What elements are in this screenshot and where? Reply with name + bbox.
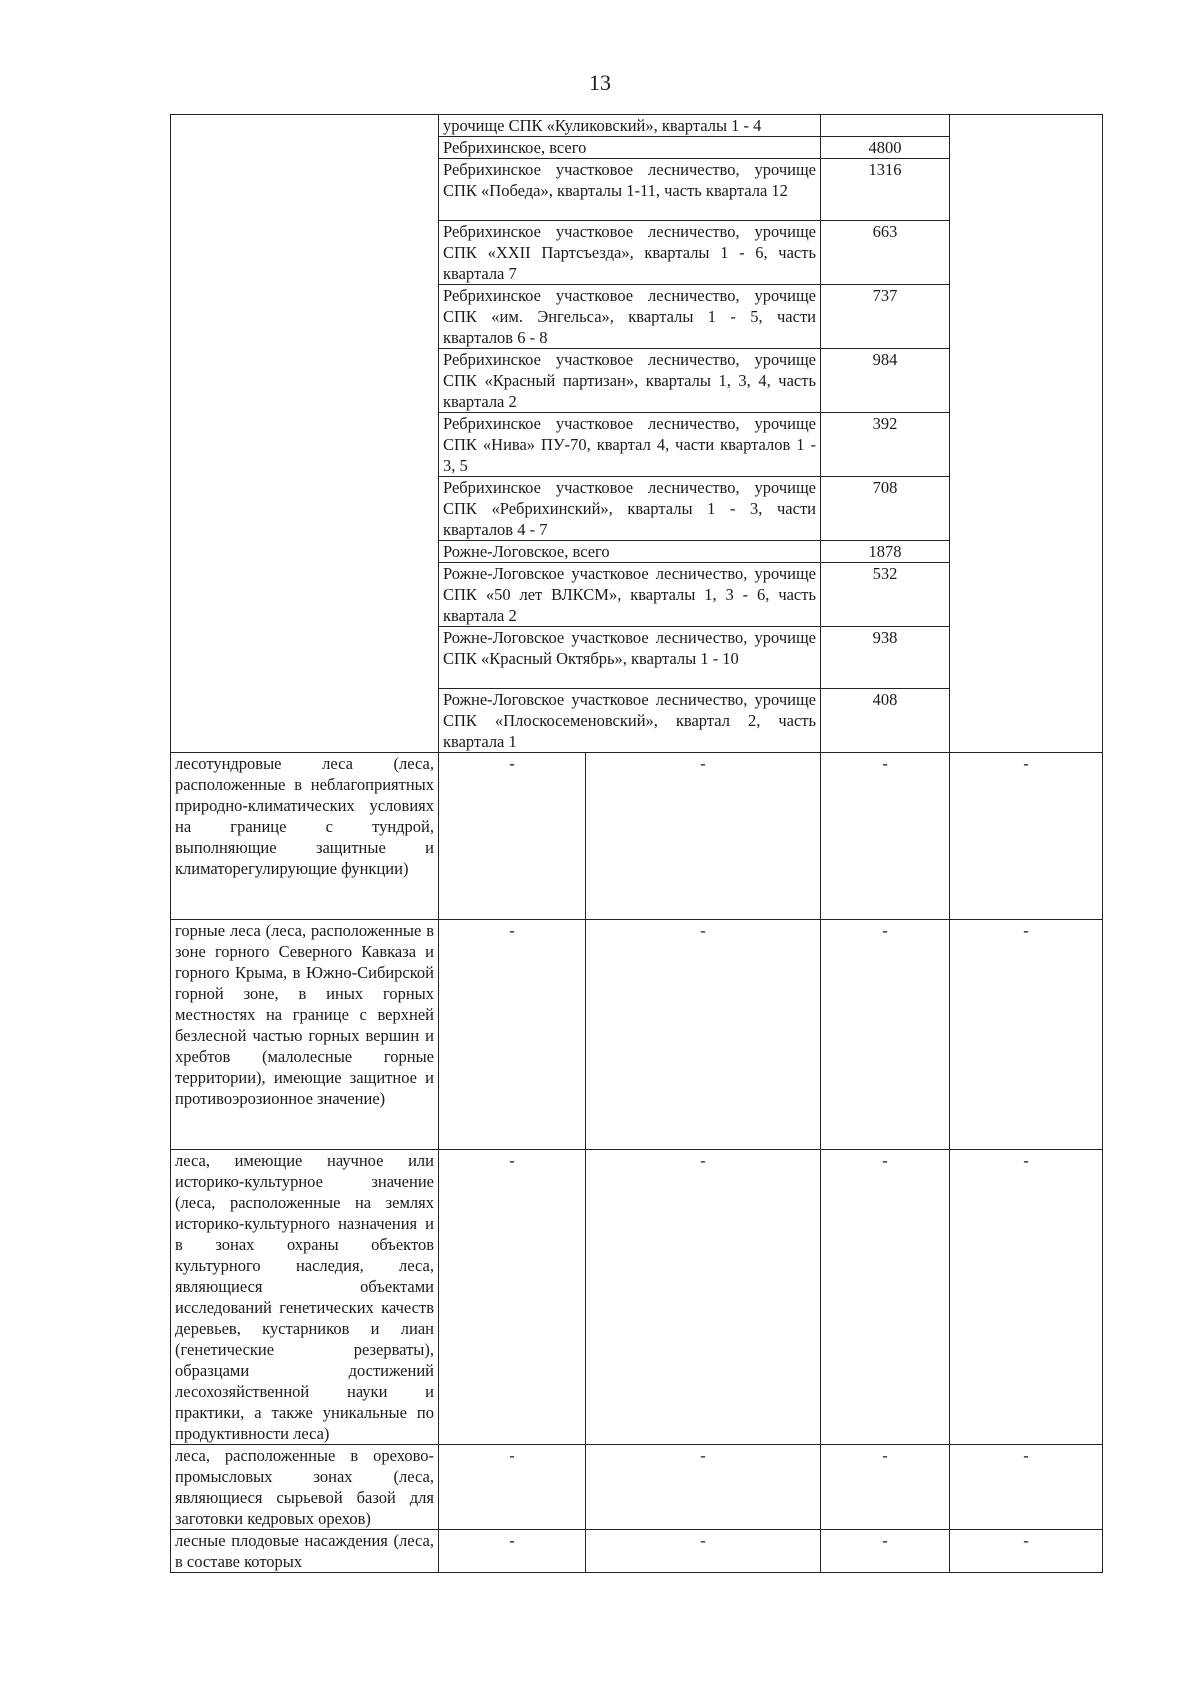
area-cell: 737 [821,285,950,349]
category-cell: лесные плодовые насаждения (леса, в составе которых [171,1530,439,1573]
location-cell: Ребрихинское участковое лесничество, урочище СПК «Нива» ПУ-70, квартал 4, части кварталов 1 - 3, 5 [439,413,821,477]
table-row [171,920,1103,1150]
location-cell: Ребрихинское, всего [439,137,821,159]
value-cell: - [950,1150,1103,1445]
location-cell: Рожне-Логовское участковое лесничество, урочище СПК «Плоскосеменовский», квартал 2, часть квартала 1 [439,689,821,753]
category-cell: горные леса (леса, расположенные в зоне горного Северного Кавказа и горного Крыма, в Южно-Сибирской горной зоне, в иных горных местностях на границе с верхней безлесной частью горных вершин и хребтов (малолесные горные территории), имеющие защитное и противоэрозионное значение) [171,920,439,1150]
value-cell: - [950,753,1103,920]
area-cell: 532 [821,563,950,627]
empty-note-cell [950,115,1103,753]
area-cell: 984 [821,349,950,413]
table-row [171,1150,1103,1445]
area-cell: 708 [821,477,950,541]
category-cell: лесотундровые леса (леса, расположенные в неблагоприятных природно-климатических условиях на границе с тундрой, выполняющие защитные и климаторегулирующие функции) [171,753,439,920]
table-row [171,1530,1103,1573]
table-row [171,753,1103,920]
forest-table [170,114,1103,1573]
table-row [171,1445,1103,1530]
area-cell: 4800 [821,137,950,159]
value-cell: - [950,1445,1103,1530]
area-cell: 938 [821,627,950,689]
value-cell: - [821,920,950,1150]
area-cell [821,115,950,137]
empty-category-cell [171,115,439,753]
category-cell: леса, имеющие научное или историко-культурное значение (леса, расположенные на землях историко-культурного назначения и в зонах охраны объектов культурного наследия, леса, являющиеся объектами исследований генетических качеств деревьев, кустарников и лиан (генетические резерваты), образцами достижений лесохозяйственной науки и практики, а также уникальные по продуктивности леса) [171,1150,439,1445]
location-cell: урочище СПК «Куликовский», кварталы 1 - 4 [439,115,821,137]
value-cell: - [821,1150,950,1445]
area-cell: 392 [821,413,950,477]
value-cell: - [439,920,586,1150]
location-cell: Ребрихинское участковое лесничество, урочище СПК «Победа», кварталы 1-11, часть квартала 12 [439,159,821,221]
area-cell: 1878 [821,541,950,563]
value-cell: - [586,753,821,920]
area-cell: 1316 [821,159,950,221]
value-cell: - [821,1445,950,1530]
area-cell: 408 [821,689,950,753]
location-cell: Рожне-Логовское участковое лесничество, урочище СПК «50 лет ВЛКСМ», кварталы 1, 3 - 6, часть квартала 2 [439,563,821,627]
page-number: 13 [589,70,611,95]
value-cell: - [950,1530,1103,1573]
value-cell: - [439,1150,586,1445]
value-cell: - [950,920,1103,1150]
area-cell: 663 [821,221,950,285]
location-cell: Рожне-Логовское, всего [439,541,821,563]
location-cell: Ребрихинское участковое лесничество, урочище СПК «им. Энгельса», кварталы 1 - 5, части кварталов 6 - 8 [439,285,821,349]
location-cell: Ребрихинское участковое лесничество, урочище СПК «XXII Партсъезда», кварталы 1 - 6, часть квартала 7 [439,221,821,285]
value-cell: - [821,753,950,920]
value-cell: - [439,1530,586,1573]
value-cell: - [439,1445,586,1530]
category-cell: леса, расположенные в орехово-промысловых зонах (леса, являющиеся сырьевой базой для заготовки кедровых орехов) [171,1445,439,1530]
table-row [171,115,1103,137]
value-cell: - [586,920,821,1150]
location-cell: Ребрихинское участковое лесничество, урочище СПК «Ребрихинский», кварталы 1 - 3, части кварталов 4 - 7 [439,477,821,541]
value-cell: - [439,753,586,920]
value-cell: - [586,1150,821,1445]
value-cell: - [586,1530,821,1573]
location-cell: Рожне-Логовское участковое лесничество, урочище СПК «Красный Октябрь», кварталы 1 - 10 [439,627,821,689]
value-cell: - [821,1530,950,1573]
value-cell: - [586,1445,821,1530]
location-cell: Ребрихинское участковое лесничество, урочище СПК «Красный партизан», кварталы 1, 3, 4, часть квартала 2 [439,349,821,413]
